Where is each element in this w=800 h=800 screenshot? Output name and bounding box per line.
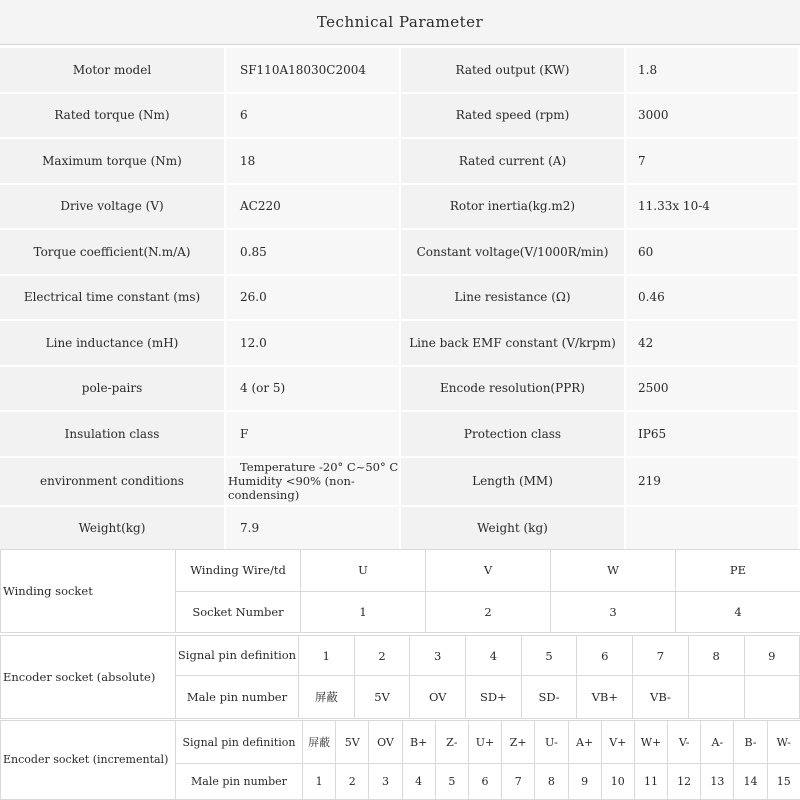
table-cell: OV (369, 721, 402, 764)
param-label: Weight(kg) (0, 507, 226, 553)
param-value: 219 (626, 458, 800, 507)
param-row (0, 412, 800, 458)
param-value: 12.0 (226, 321, 401, 367)
table-row (1, 550, 800, 592)
param-label: Rated current (A) (401, 139, 626, 185)
table-cell: 2 (336, 764, 369, 800)
param-label: Rated torque (Nm) (0, 94, 226, 140)
table-cell: VB- (633, 676, 689, 719)
table-cell: U (301, 550, 426, 592)
param-label: Electrical time constant (ms) (0, 276, 226, 322)
table-cell: W (551, 550, 676, 592)
param-value: 60 (626, 230, 800, 276)
table-cell: 2 (354, 636, 410, 676)
param-value: 6 (226, 94, 401, 140)
param-row (0, 230, 800, 276)
param-label: Line back EMF constant (V/krpm) (401, 321, 626, 367)
encoder-incremental-table (0, 720, 800, 800)
table-cell: W+ (634, 721, 667, 764)
table-row (1, 636, 800, 676)
table-cell: 9 (744, 636, 800, 676)
encoder-absolute-table (0, 635, 800, 719)
param-label: environment conditions (0, 458, 226, 507)
param-value: F (226, 412, 401, 458)
param-row (0, 185, 800, 231)
table-cell: 3 (410, 636, 466, 676)
param-label: Insulation class (0, 412, 226, 458)
table-cell: 7 (502, 764, 535, 800)
param-row (0, 48, 800, 94)
table-cell: 屏蔽 (299, 676, 355, 719)
param-value: 26.0 (226, 276, 401, 322)
table-cell: U+ (468, 721, 501, 764)
env-humidity: Humidity <90% (non-condensing) (228, 474, 355, 502)
table-cell: 9 (568, 764, 601, 800)
param-label: Encode resolution(PPR) (401, 367, 626, 413)
table-cell: 13 (701, 764, 734, 800)
param-value: 42 (626, 321, 800, 367)
table-cell: 5 (521, 636, 577, 676)
param-label: Rated speed (rpm) (401, 94, 626, 140)
table-cell: W- (767, 721, 800, 764)
table-cell (688, 676, 744, 719)
param-row (0, 139, 800, 185)
table-cell: 11 (634, 764, 667, 800)
param-row-weight (0, 507, 800, 553)
param-value: 7.9 (226, 507, 401, 553)
table-cell: B+ (402, 721, 435, 764)
param-row (0, 94, 800, 140)
table-cell: 3 (369, 764, 402, 800)
param-value: 3000 (626, 94, 800, 140)
param-label: Rated output (KW) (401, 48, 626, 94)
table-cell: A- (701, 721, 734, 764)
table-cell: V- (668, 721, 701, 764)
page-title: Technical Parameter (0, 0, 800, 45)
param-label: Torque coefficient(N.m/A) (0, 230, 226, 276)
table-row (1, 721, 800, 764)
table-cell: Z- (435, 721, 468, 764)
table-cell: 5V (336, 721, 369, 764)
parameter-grid (0, 48, 800, 552)
winding-socket-table (0, 549, 800, 633)
table-cell: 6 (468, 764, 501, 800)
table-cell: 4 (676, 591, 800, 633)
param-label: Motor model (0, 48, 226, 94)
table-cell: SD- (521, 676, 577, 719)
table-cell: 6 (577, 636, 633, 676)
table-cell: 4 (466, 636, 522, 676)
param-value: 1.8 (626, 48, 800, 94)
table-cell: 4 (402, 764, 435, 800)
param-label: Protection class (401, 412, 626, 458)
row-label: Winding Wire/td (176, 550, 301, 592)
row-label: Signal pin definition (176, 636, 299, 676)
param-label: Maximum torque (Nm) (0, 139, 226, 185)
table-cell: 3 (551, 591, 676, 633)
table-cell: OV (410, 676, 466, 719)
table-cell: Z+ (502, 721, 535, 764)
winding-socket-label: Winding socket (1, 550, 176, 633)
param-label: Drive voltage (V) (0, 185, 226, 231)
param-row-environment (0, 458, 800, 507)
table-cell (744, 676, 800, 719)
env-temperature: Temperature -20° C~50° C (240, 460, 399, 474)
table-cell: VB+ (577, 676, 633, 719)
param-value: 0.46 (626, 276, 800, 322)
table-cell: 15 (767, 764, 800, 800)
row-label: Male pin number (176, 676, 299, 719)
table-cell: 12 (668, 764, 701, 800)
table-cell: 2 (426, 591, 551, 633)
param-value (626, 507, 800, 553)
param-value-environment (226, 458, 401, 507)
row-label: Signal pin definition (176, 721, 303, 764)
param-value: 11.33x 10-4 (626, 185, 800, 231)
table-cell: 7 (633, 636, 689, 676)
param-label: Constant voltage(V/1000R/min) (401, 230, 626, 276)
table-cell: V (426, 550, 551, 592)
table-cell: 1 (299, 636, 355, 676)
table-cell: 屏蔽 (303, 721, 336, 764)
table-cell: 14 (734, 764, 767, 800)
table-cell: 10 (601, 764, 634, 800)
encoder-incremental-label: Encoder socket (incremental) (1, 721, 176, 800)
param-value: 7 (626, 139, 800, 185)
table-cell: SD+ (466, 676, 522, 719)
table-cell: 8 (535, 764, 568, 800)
param-value: SF110A18030C2004 (226, 48, 401, 94)
table-cell: 8 (688, 636, 744, 676)
table-cell: 1 (301, 591, 426, 633)
param-label: Line inductance (mH) (0, 321, 226, 367)
row-label: Socket Number (176, 591, 301, 633)
table-cell: 1 (303, 764, 336, 800)
table-cell: 5V (354, 676, 410, 719)
param-row (0, 321, 800, 367)
table-cell: PE (676, 550, 800, 592)
param-value: 4 (or 5) (226, 367, 401, 413)
table-cell: U- (535, 721, 568, 764)
table-cell: B- (734, 721, 767, 764)
row-label: Male pin number (176, 764, 303, 800)
table-cell: V+ (601, 721, 634, 764)
param-value: 2500 (626, 367, 800, 413)
param-label: Weight (kg) (401, 507, 626, 553)
param-row (0, 276, 800, 322)
param-label: Length (MM) (401, 458, 626, 507)
param-value: AC220 (226, 185, 401, 231)
param-label: pole-pairs (0, 367, 226, 413)
table-cell: A+ (568, 721, 601, 764)
encoder-absolute-label: Encoder socket (absolute) (1, 636, 176, 719)
param-value: 18 (226, 139, 401, 185)
param-row (0, 367, 800, 413)
param-label: Rotor inertia(kg.m2) (401, 185, 626, 231)
param-value: IP65 (626, 412, 800, 458)
param-value: 0.85 (226, 230, 401, 276)
param-label: Line resistance (Ω) (401, 276, 626, 322)
table-cell: 5 (435, 764, 468, 800)
